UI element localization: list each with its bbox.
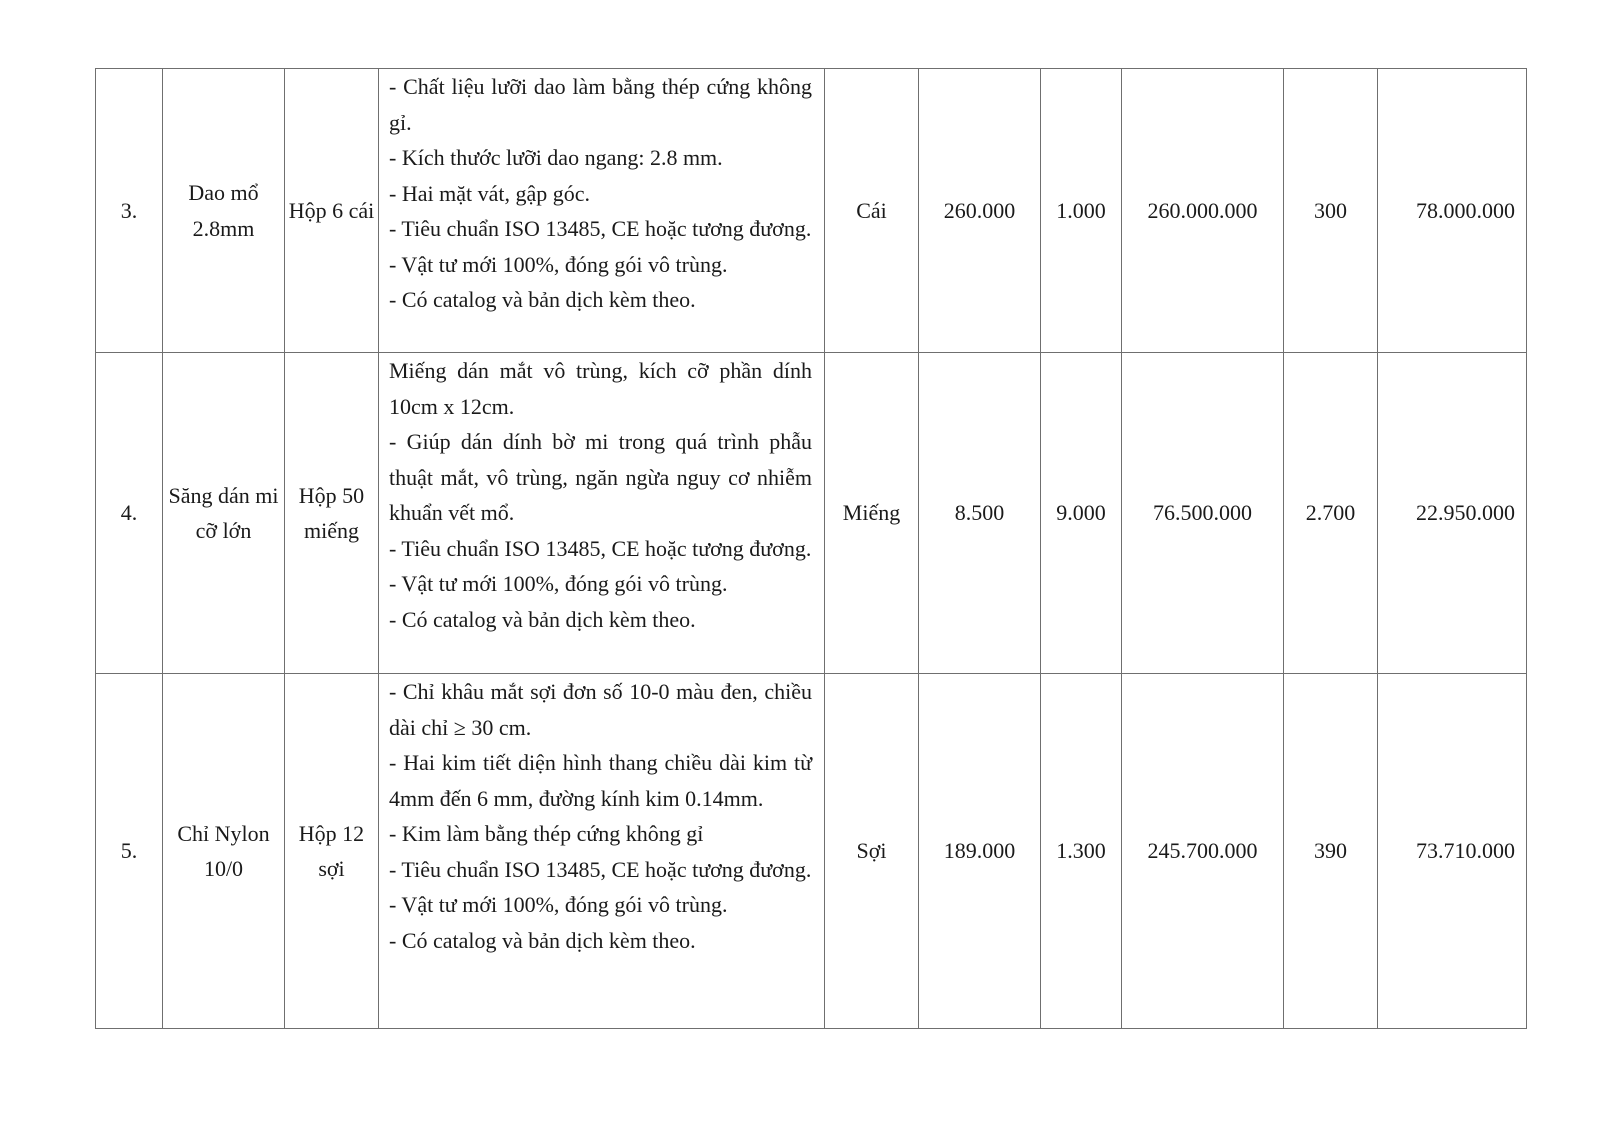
table-row [96, 353, 1527, 674]
item-quantity-2: 300 [1284, 69, 1378, 353]
spec-line: - Tiêu chuẩn ISO 13485, CE hoặc tương đương. [389, 535, 812, 561]
spec-line: - Chất liệu lưỡi dao làm bằng thép cứng không gỉ. [389, 74, 812, 135]
item-unit-price: 260.000 [919, 69, 1041, 353]
item-quantity-2: 2.700 [1284, 353, 1378, 674]
spec-line: - Có catalog và bản dịch kèm theo. [389, 606, 696, 632]
spec-line: - Có catalog và bản dịch kèm theo. [389, 287, 696, 312]
item-unit-price: 189.000 [919, 674, 1041, 1029]
item-specification [379, 353, 825, 674]
item-quantity: 1.300 [1041, 674, 1122, 1029]
item-amount-2: 22.950.000 [1378, 353, 1527, 674]
spec-line: - Tiêu chuẩn ISO 13485, CE hoặc tương đương. [389, 216, 812, 241]
item-name: Dao mổ 2.8mm [163, 69, 285, 353]
item-unit: Miếng [825, 353, 919, 674]
spec-line: - Giúp dán dính bờ mi trong quá trình phẫu thuật mắt, vô trùng, ngăn ngừa nguy cơ nhiễm khuẩn vết mổ. [389, 429, 812, 525]
spec-line: - Hai kim tiết diện hình thang chiều dài kim từ 4mm đến 6 mm, đường kính kim 0.14mm. [389, 750, 812, 811]
item-name: Săng dán mi cỡ lớn [163, 353, 285, 674]
item-amount-2: 73.710.000 [1378, 674, 1527, 1029]
item-unit: Sợi [825, 674, 919, 1029]
table-row [96, 674, 1527, 1029]
spec-line: - Kim làm bằng thép cứng không gỉ [389, 821, 704, 846]
item-number: 5. [96, 674, 163, 1029]
item-total: 245.700.000 [1122, 674, 1284, 1029]
item-total: 76.500.000 [1122, 353, 1284, 674]
supply-items-table [95, 68, 1527, 1029]
spec-line: - Tiêu chuẩn ISO 13485, CE hoặc tương đương. [389, 856, 812, 882]
item-number: 3. [96, 69, 163, 353]
item-unit-price: 8.500 [919, 353, 1041, 674]
item-packing: Hộp 50 miếng [285, 353, 379, 674]
spec-line: - Kích thước lưỡi dao ngang: 2.8 mm. [389, 145, 723, 170]
spec-line: - Vật tư mới 100%, đóng gói vô trùng. [389, 571, 728, 596]
item-total: 260.000.000 [1122, 69, 1284, 353]
spec-line: - Hai mặt vát, gập góc. [389, 180, 590, 206]
item-packing: Hộp 12 sợi [285, 674, 379, 1029]
spec-line: - Vật tư mới 100%, đóng gói vô trùng. [389, 892, 728, 917]
item-packing: Hộp 6 cái [285, 69, 379, 353]
document-page [95, 68, 1526, 1029]
spec-line: - Có catalog và bản dịch kèm theo. [389, 927, 696, 953]
spec-line: - Chỉ khâu mắt sợi đơn số 10-0 màu đen, chiều dài chỉ ≥ 30 cm. [389, 679, 812, 740]
item-number: 4. [96, 353, 163, 674]
item-specification [379, 69, 825, 353]
item-specification [379, 674, 825, 1029]
spec-line: Miếng dán mắt vô trùng, kích cỡ phần dính 10cm x 12cm. [389, 358, 812, 419]
table-row [96, 69, 1527, 353]
item-quantity: 1.000 [1041, 69, 1122, 353]
item-quantity: 9.000 [1041, 353, 1122, 674]
item-name: Chỉ Nylon 10/0 [163, 674, 285, 1029]
spec-line: - Vật tư mới 100%, đóng gói vô trùng. [389, 251, 728, 277]
item-unit: Cái [825, 69, 919, 353]
item-amount-2: 78.000.000 [1378, 69, 1527, 353]
item-quantity-2: 390 [1284, 674, 1378, 1029]
